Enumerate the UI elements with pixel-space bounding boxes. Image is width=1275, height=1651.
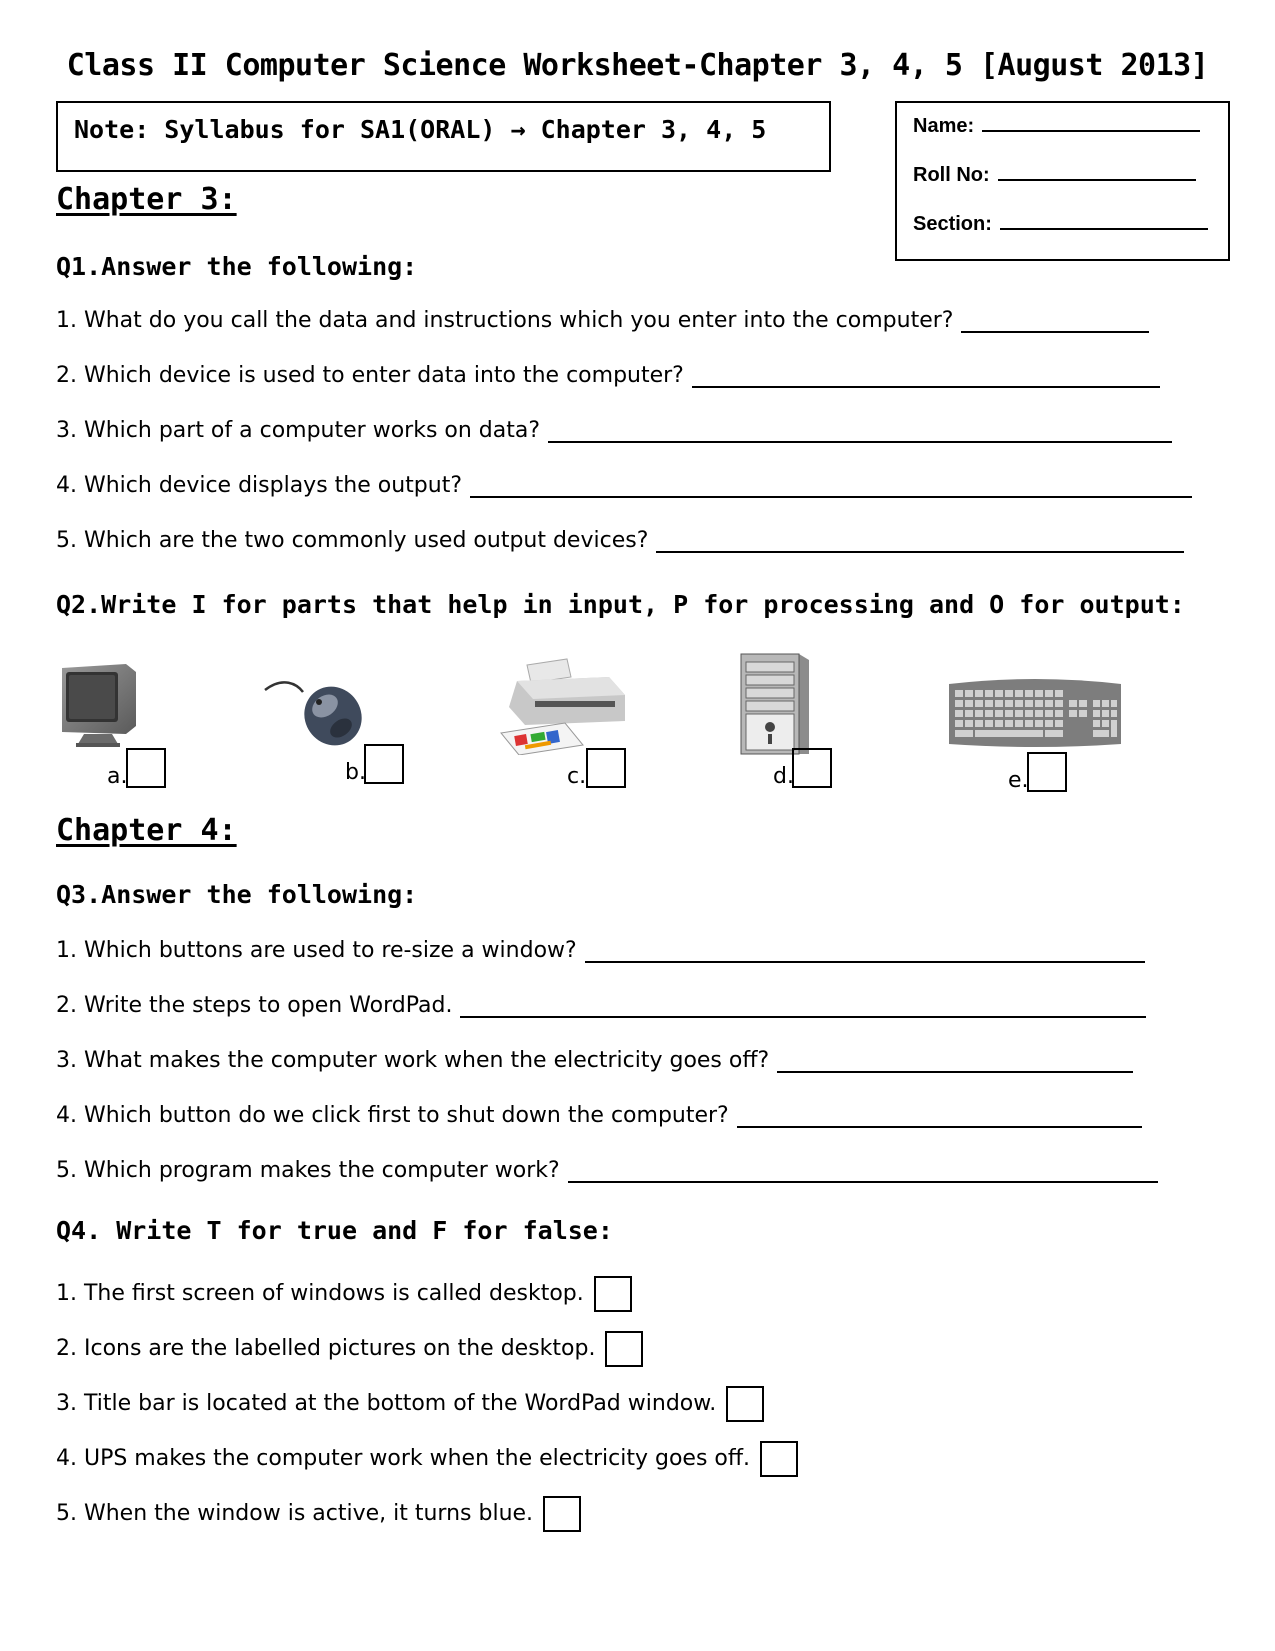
q4-item (56, 1380, 764, 1416)
answer-line[interactable] (470, 476, 1192, 498)
q4-item (56, 1270, 632, 1306)
q1-item-text: 4. Which device displays the output? (56, 473, 462, 498)
roll-field[interactable] (998, 165, 1196, 181)
q1-item (56, 308, 1149, 333)
monitor-icon (56, 662, 140, 752)
option-label-d: d. (773, 764, 794, 789)
worksheet-title: Class II Computer Science Worksheet-Chapter 3, 4, 5 [August 2013] (66, 48, 1209, 83)
answer-line[interactable] (568, 1161, 1158, 1183)
section-row (913, 213, 1208, 236)
answer-line[interactable] (585, 941, 1145, 963)
q3-item-text: 1. Which buttons are used to re-size a window? (56, 938, 577, 963)
q4-heading: Q4. Write T for true and F for false: (56, 1216, 613, 1245)
name-field[interactable] (982, 116, 1200, 132)
cpu-cabinet-icon (733, 650, 813, 760)
q1-item-text: 1. What do you call the data and instructions which you enter into the computer? (56, 308, 954, 333)
keyboard-icon (945, 674, 1125, 754)
q3-item (56, 1103, 1142, 1128)
q2-heading: Q2.Write I for parts that help in input, P for processing and O for output: (56, 590, 1185, 619)
answer-line[interactable] (656, 531, 1184, 553)
true-false-box[interactable] (543, 1496, 581, 1532)
q1-item (56, 363, 1160, 388)
option-label-e: e. (1008, 768, 1029, 793)
answer-box-c[interactable] (586, 748, 626, 788)
answer-line[interactable] (961, 311, 1149, 333)
q3-item-text: 4. Which button do we click first to shut down the computer? (56, 1103, 729, 1128)
true-false-box[interactable] (594, 1276, 632, 1312)
q4-item-text: 5. When the window is active, it turns blue. (56, 1501, 534, 1526)
q1-item (56, 418, 1172, 443)
q1-item-text: 5. Which are the two commonly used output devices? (56, 528, 649, 553)
note-box (56, 101, 831, 172)
q4-item-text: 2. Icons are the labelled pictures on the desktop. (56, 1336, 596, 1361)
true-false-box[interactable] (605, 1331, 643, 1367)
option-label-b: b. (345, 760, 366, 785)
note-text: Note: Syllabus for SA1(ORAL) → Chapter 3, 4, 5 (74, 115, 767, 144)
q1-item-text: 3. Which part of a computer works on data? (56, 418, 541, 443)
true-false-box[interactable] (726, 1386, 764, 1422)
q1-heading: Q1.Answer the following: (56, 252, 418, 281)
q4-item (56, 1490, 581, 1526)
q4-item-text: 4. UPS makes the computer work when the electricity goes off. (56, 1446, 751, 1471)
option-label-c: c. (567, 764, 587, 789)
q3-item-text: 3. What makes the computer work when the electricity goes off? (56, 1048, 770, 1073)
q3-item-text: 2. Write the steps to open WordPad. (56, 993, 453, 1018)
q3-item (56, 1048, 1133, 1073)
q4-item (56, 1325, 643, 1361)
q4-item-text: 1. The first screen of windows is called desktop. (56, 1281, 584, 1306)
q3-item (56, 1158, 1158, 1183)
section-label: Section: (913, 213, 992, 235)
answer-line[interactable] (777, 1051, 1133, 1073)
name-row (913, 115, 1200, 138)
student-info-box (895, 101, 1230, 261)
q4-item (56, 1435, 798, 1471)
chapter-4-heading: Chapter 4: (56, 813, 237, 848)
q1-item (56, 473, 1192, 498)
roll-label: Roll No: (913, 164, 990, 186)
answer-line[interactable] (548, 421, 1172, 443)
q3-item-text: 5. Which program makes the computer work? (56, 1158, 560, 1183)
true-false-box[interactable] (760, 1441, 798, 1477)
name-label: Name: (913, 115, 975, 137)
answer-box-e[interactable] (1027, 752, 1067, 792)
answer-box-b[interactable] (364, 744, 404, 784)
answer-box-a[interactable] (126, 748, 166, 788)
q1-item-text: 2. Which device is used to enter data into the computer? (56, 363, 684, 388)
roll-row (913, 164, 1196, 187)
answer-line[interactable] (460, 996, 1146, 1018)
q3-heading: Q3.Answer the following: (56, 880, 418, 909)
section-field[interactable] (1000, 214, 1208, 230)
answer-box-d[interactable] (792, 748, 832, 788)
option-label-a: a. (107, 764, 128, 789)
q1-item (56, 528, 1184, 553)
q4-item-text: 3. Title bar is located at the bottom of the WordPad window. (56, 1391, 717, 1416)
q3-item (56, 938, 1145, 963)
answer-line[interactable] (737, 1106, 1142, 1128)
q3-item (56, 993, 1146, 1018)
printer-icon (497, 655, 632, 759)
answer-line[interactable] (692, 366, 1160, 388)
chapter-3-heading: Chapter 3: (56, 182, 237, 217)
